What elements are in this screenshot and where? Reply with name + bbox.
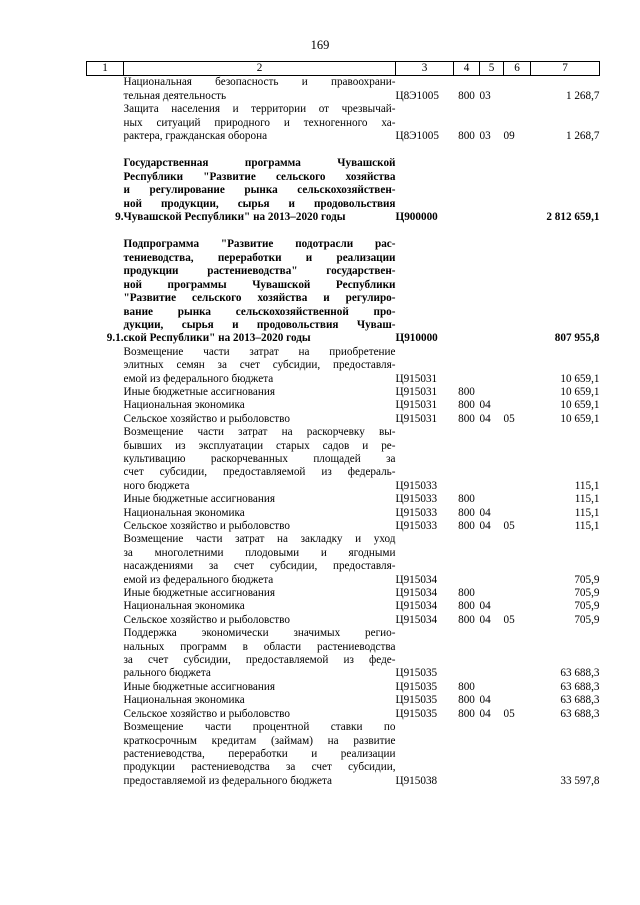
section-code [480,721,504,788]
row-spacer [87,143,600,157]
target-article-code: Ц915033 [395,520,438,532]
section-code [480,157,504,224]
amount-value: 115,1 [574,520,600,532]
target-article-code: Ц915035 [395,707,438,720]
subsection-code: 05 [503,412,515,425]
expense-type-code: 800 [458,385,475,398]
expense-type-code: 800 [458,506,475,519]
target-article-code: Ц915035 [395,667,438,680]
subsection-code [504,238,531,345]
row-number [87,587,124,600]
row-name-line: Возмещение части затрат на приобретение [123,345,396,358]
row-name [124,399,396,412]
amount-value: 705,9 [574,613,600,626]
row-name [124,103,396,143]
row-number: 9.1. [106,332,124,345]
header-col-3: 3 [396,62,454,76]
expense-type-code [454,157,480,224]
section-code [480,681,504,694]
row-number [87,681,124,694]
table-row [87,157,600,224]
row-number [87,346,124,386]
row-number [87,493,124,506]
row-name-line: "Развитие сельского хозяйства и регулиро- [123,292,396,305]
row-name-line: нальных программ в области растениеводства [123,640,396,653]
section-code: 04 [479,694,491,707]
budget-table [86,61,600,788]
subsection-code [504,157,531,224]
table-row [87,238,600,345]
row-name-line: Национальная экономика [123,694,245,707]
subsection-code [504,587,531,600]
row-name [124,694,396,707]
row-name-line: дукции, сырья и продовольствия Чуваш- [123,318,396,331]
table-row [87,76,600,103]
expense-type-code: 800 [458,680,475,693]
row-name-line: Сельское хозяйство и рыболовство [123,412,290,425]
row-name-line: Чувашской Республики" на 2013–2020 годы [123,211,346,224]
row-name-line: ной продукции, сырья и продовольствия [123,197,396,210]
row-name-line: ных ситуаций природного и техногенного ха- [123,116,396,129]
expense-type-code [454,627,480,681]
target-article-code: Ц900000 [395,211,438,224]
row-name-line: за многолетними плодовыми и ягодными [123,546,396,559]
target-article-code: Ц915034 [395,613,438,626]
row-number [87,694,124,707]
table-row [87,507,600,520]
expense-type-code [454,721,480,788]
subsection-code: 05 [503,707,515,720]
row-name-line: рального бюджета [123,667,211,680]
row-name [124,493,396,506]
spacer-cell [87,224,600,238]
row-name [124,520,396,533]
row-number [87,533,124,587]
expense-type-code: 800 [458,412,475,425]
row-name [124,533,396,587]
amount-value: 63 688,3 [560,707,600,720]
row-name-line: культивацию раскорчеванных площадей за [123,452,396,465]
row-name [124,708,396,721]
amount-value: 1 268,7 [565,89,600,102]
table-row [87,587,600,600]
section-code [480,533,504,587]
table-row [87,346,600,386]
target-article-code: Ц8Э1005 [395,89,439,102]
target-article-code: Ц915035 [395,680,438,693]
header-col-6: 6 [504,62,531,76]
target-article-code: Ц915033 [395,479,438,492]
row-name-line: Государственная программа Чувашской [123,157,396,170]
row-number [87,76,124,103]
amount-value: 807 955,8 [554,332,600,345]
subsection-code [504,533,531,587]
row-name-line: насаждениями за счет субсидии, предоставля- [123,560,396,573]
subsection-code [504,627,531,681]
row-name [124,681,396,694]
section-code: 04 [479,506,491,519]
row-name [124,426,396,493]
row-name-line: Подпрограмма "Развитие подотрасли рас- [123,238,396,251]
section-code: 03 [479,130,491,143]
subsection-code [504,386,531,399]
row-name-line: тениеводства, переработки и реализации [123,251,396,264]
subsection-code: 05 [503,613,515,626]
expense-type-code [454,426,480,493]
row-number [87,600,124,613]
row-number [87,614,124,627]
row-name-line: Национальная экономика [123,399,245,412]
section-code: 04 [479,520,491,532]
table-row [87,386,600,399]
row-number [87,708,124,721]
row-number [87,399,124,412]
table-row [87,399,600,412]
header-col-4: 4 [454,62,480,76]
row-name [124,346,396,386]
row-name-line: рактера, гражданская оборона [123,130,268,143]
amount-value: 705,9 [574,587,600,600]
row-name-line: Национальная экономика [123,506,245,519]
header-col-7: 7 [531,62,600,76]
section-code: 04 [479,399,491,412]
row-name-line: Возмещение части затрат на закладку и уход [123,533,396,546]
section-code [480,627,504,681]
header-col-1: 1 [87,62,124,76]
amount-value: 10 659,1 [560,385,600,398]
row-number [87,103,124,143]
section-code [480,386,504,399]
subsection-code [504,507,531,520]
row-name-line: Возмещение части затрат на раскорчевку вы- [123,426,396,439]
amount-value: 10 659,1 [560,399,600,412]
table-row [87,681,600,694]
section-code [480,346,504,386]
subsection-code [504,694,531,707]
subsection-code [504,600,531,613]
row-name-line: Иные бюджетные ассигнования [123,680,275,693]
header-col-5: 5 [480,62,504,76]
subsection-code [504,76,531,103]
section-code [480,493,504,506]
row-name-line: Возмещение части процентной ставки по [123,721,396,734]
row-name-line: Сельское хозяйство и рыболовство [123,613,290,626]
target-article-code: Ц910000 [395,332,438,345]
row-name-line: емой из федерального бюджета [123,372,274,385]
table-row [87,627,600,681]
row-name-line: краткосрочным кредитам (займам) на развитие [123,734,396,747]
expense-type-code: 800 [458,399,475,412]
row-name [124,507,396,520]
target-article-code: Ц915033 [395,506,438,519]
subsection-code [504,346,531,386]
row-name-line: ной программы Чувашской Республики [123,278,396,291]
row-name-line: Национальная экономика [123,600,245,613]
table-row [87,614,600,627]
amount-value: 115,1 [574,493,600,506]
row-name-line: счет субсидии, предоставляемой из федераль- [123,466,396,479]
amount-value: 705,9 [574,600,600,613]
subsection-code [504,493,531,506]
amount-value: 2 812 659,1 [546,211,600,224]
table-row [87,721,600,788]
row-name-line: Поддержка экономически значимых регио- [123,627,396,640]
row-name-line: предоставляемой из федерального бюджета [123,774,332,787]
row-name [124,627,396,681]
section-code: 04 [479,412,491,425]
row-name-line: ской Республики" на 2013–2020 годы [123,332,311,345]
target-article-code: Ц915033 [395,493,438,506]
section-code: 04 [479,707,491,720]
row-name-line: Защита населения и территории от чрезвычай- [123,103,396,116]
subsection-code [504,681,531,694]
target-article-code: Ц915038 [395,774,438,787]
row-name-line: бывших из эксплуатации старых садов и ре- [123,439,396,452]
row-number [87,386,124,399]
row-number [87,520,124,533]
expense-type-code: 800 [458,600,475,613]
section-code: 04 [479,600,491,613]
target-article-code: Ц915031 [395,399,438,412]
target-article-code: Ц915031 [395,385,438,398]
amount-value: 705,9 [574,573,600,586]
table-header-row [87,62,600,76]
amount-value: 63 688,3 [560,667,600,680]
row-spacer [87,224,600,238]
table-row [87,103,600,143]
target-article-code: Ц915034 [395,573,438,586]
subsection-code [504,399,531,412]
row-name-line: ного бюджета [123,479,190,492]
row-name-line: Иные бюджетные ассигнования [123,385,275,398]
row-name-line: растениеводства, переработки и реализации [123,747,396,760]
expense-type-code: 800 [458,587,475,600]
subsection-code: 05 [503,520,515,532]
target-article-code: Ц915034 [395,587,438,600]
section-code [480,426,504,493]
spacer-cell [87,143,600,157]
amount-value: 63 688,3 [560,680,600,693]
row-name [124,721,396,788]
row-number [87,413,124,426]
subsection-code: 09 [503,130,515,143]
amount-value: 33 597,8 [560,774,600,787]
row-name [124,386,396,399]
row-name-line: и регулирование рынка сельскохозяйствен- [123,184,396,197]
row-name-line: Национальная безопасность и правоохрани- [123,76,396,89]
amount-value: 115,1 [574,479,600,492]
row-name-line: продукции растениеводства" государствен- [123,265,396,278]
amount-value: 10 659,1 [560,412,600,425]
amount-value: 10 659,1 [560,372,600,385]
row-name [124,413,396,426]
target-article-code: Ц915034 [395,600,438,613]
row-name-line: Республики "Развитие сельского хозяйства [123,170,396,183]
table-row [87,600,600,613]
row-name-line: Сельское хозяйство и рыболовство [123,520,290,532]
row-name [124,157,396,224]
row-name-line: емой из федерального бюджета [123,573,274,586]
expense-type-code [454,533,480,587]
row-name-line: Иные бюджетные ассигнования [123,587,275,600]
expense-type-code: 800 [458,520,475,532]
section-code: 04 [479,613,491,626]
table-row [87,708,600,721]
row-name-line: за счет субсидии, предоставляемой из феде- [123,654,396,667]
row-name-line: вание рынка сельскохозяйственной про- [123,305,396,318]
table-row [87,694,600,707]
row-name-line: тельная деятельность [123,89,227,102]
row-number: 9. [115,211,124,224]
section-code [480,238,504,345]
row-name-line: Сельское хозяйство и рыболовство [123,707,290,720]
row-name [124,600,396,613]
target-article-code: Ц915035 [395,694,438,707]
target-article-code: Ц915031 [395,412,438,425]
subsection-code [504,721,531,788]
expense-type-code: 800 [458,613,475,626]
page-number: 169 [310,38,330,52]
row-number [87,721,124,788]
expense-type-code [454,238,480,345]
row-name-line: Иные бюджетные ассигнования [123,493,275,506]
row-number [87,507,124,520]
row-number [87,627,124,681]
table-row [87,520,600,533]
row-name [124,238,396,345]
target-article-code: Ц915031 [395,372,438,385]
table-row [87,493,600,506]
row-name [124,76,396,103]
table-row [87,426,600,493]
table-row [87,533,600,587]
row-name [124,614,396,627]
row-name [124,587,396,600]
row-name-line: продукции растениеводства за счет субсидии, [123,761,396,774]
expense-type-code: 800 [458,130,475,143]
amount-value: 1 268,7 [565,130,600,143]
header-col-2: 2 [124,62,396,76]
expense-type-code: 800 [458,493,475,506]
table-row [87,413,600,426]
section-code: 03 [479,89,491,102]
amount-value: 63 688,3 [560,694,600,707]
section-code [480,587,504,600]
expense-type-code: 800 [458,707,475,720]
amount-value: 115,1 [574,506,600,519]
expense-type-code: 800 [458,89,475,102]
expense-type-code [454,346,480,386]
expense-type-code: 800 [458,694,475,707]
subsection-code [504,426,531,493]
row-name-line: элитных семян за счет субсидии, предоставля- [123,359,396,372]
target-article-code: Ц8Э1005 [395,130,439,143]
row-number [87,426,124,493]
